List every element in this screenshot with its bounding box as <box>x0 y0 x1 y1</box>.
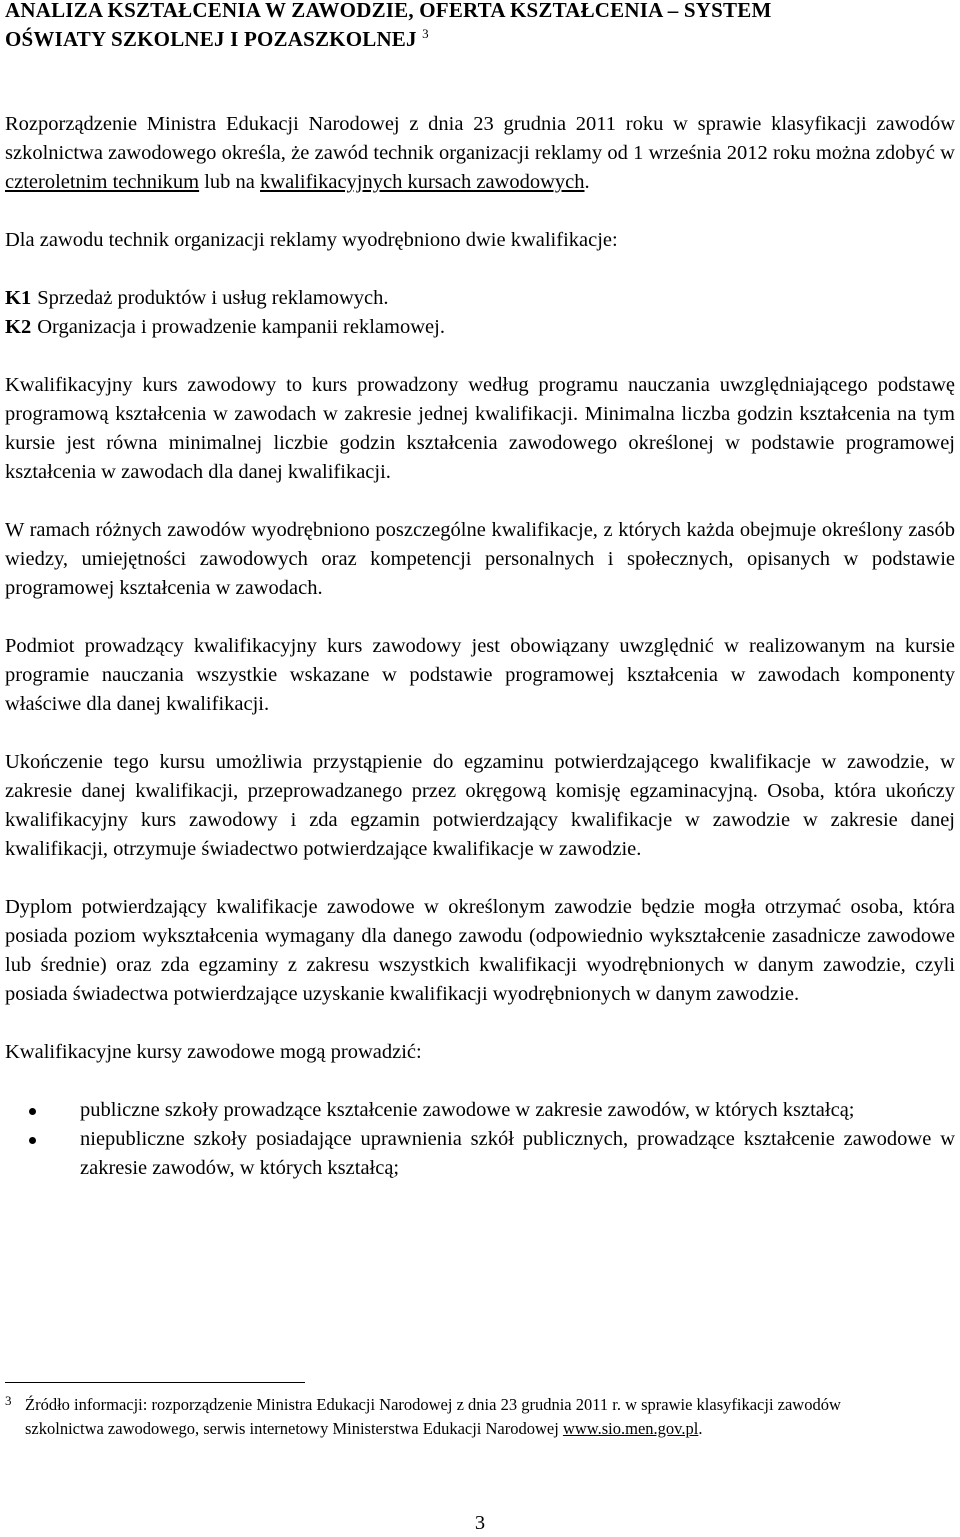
paragraph-course-definition: Kwalifikacyjny kurs zawodowy to kurs prowadzony według programu nauczania uwzględniającego podstawę programową kształcenia w zawodach w zakresie jednej kwalifikacji. Minimalna liczba godzin kształcenia na tym kursie jest równa minimalnej liczbie godzin kształcenia zawodowego określonej w podstawie programowej kształcenia w zawodach dla danej kwalifikacji. <box>5 374 955 483</box>
paragraph-exam: Ukończenie tego kursu umożliwia przystąpienie do egzaminu potwierdzającego kwalifikacje w zawodzie, w zakresie danej kwalifikacji, przeprowadzanego przez okręgową komisję egzaminacyjną. Osoba, która ukończy kwalifikacyjny kurs zawodowy i zda egzamin potwierdzający kwalifikacje w zawodzie w zakresie danej kwalifikacji, otrzymuje świadectwo potwierdzające kwalifikacje w zawodzie. <box>5 751 955 860</box>
heading-line-2 <box>5 25 955 54</box>
qualification-code: K1 <box>5 287 32 309</box>
footnote <box>5 1393 905 1441</box>
paragraph-course-provider: Podmiot prowadzący kwalifikacyjny kurs zawodowy jest obowiązany uwzględnić w realizowanym na kursie programie nauczania wszystkie wskazane w podstawie programowej kształcenia w zawodach komponenty właściwe dla danej kwalifikacji. <box>5 635 955 715</box>
section-heading <box>5 0 955 54</box>
footnote-text: Źródło informacji: rozporządzenie Ministra Edukacji Narodowej z dnia 23 grudnia 2011 r. w sprawie klasyfikacji zawodów szkolnictwa zawodowego, serwis internetowy Ministerstwa Edukacji Narodowej <box>25 1395 841 1438</box>
qualification-k1 <box>5 284 955 313</box>
providers-list <box>5 1096 955 1183</box>
page-number: 3 <box>474 1512 486 1534</box>
document-page <box>5 0 955 1183</box>
list-item-text: publiczne szkoły prowadzące kształcenie zawodowe w zakresie zawodów, w których kształcą; <box>80 1099 855 1121</box>
paragraph-qualifications-intro: Dla zawodu technik organizacji reklamy wyodrębniono dwie kwalifikacje: <box>5 229 618 251</box>
paragraph-diploma: Dyplom potwierdzający kwalifikacje zawodowe w określonym zawodzie będzie mogła otrzymać osoba, która posiada poziom wykształcenia wymagany dla danego zawodu (odpowiednio wykształcenie zasadnicze zawodowe lub średnie) oraz zda egzaminy z zakresu wszystkich kwalifikacji wyodrębnionych w danym zawodzie, czyli posiada świadectwa potwierdzające uzyskanie kwalifikacji wyodrębnionych w danym zawodzie. <box>5 896 955 1005</box>
list-item-text: niepubliczne szkoły posiadające uprawnienia szkół publicznych, prowadzące kształcenie zawodowe w zakresie zawodów, w których kształcą; <box>80 1128 955 1179</box>
paragraph-regulation <box>5 110 955 197</box>
footnote-number: 3 <box>5 1393 12 1408</box>
heading-line-1: ANALIZA KSZTAŁCENIA W ZAWODZIE, OFERTA KSZTAŁCENIA – SYSTEM <box>5 0 772 22</box>
footnote-ref[interactable]: 3 <box>422 26 429 41</box>
link-czteroletnim-technikum[interactable]: czteroletnim technikum <box>5 171 200 193</box>
p1-text-before: Rozporządzenie Ministra Edukacji Narodowej z dnia 23 grudnia 2011 roku w sprawie klasyfikacji zawodów szkolnictwa zawodowego określa, że zawód technik organizacji reklamy od 1 września 2012 roku można zdobyć w <box>5 113 955 164</box>
qualification-name: Sprzedaż produktów i usług reklamowych. <box>37 287 389 309</box>
footnote-after: . <box>698 1419 703 1438</box>
qualification-name: Organizacja i prowadzenie kampanii reklamowej. <box>37 316 445 338</box>
list-item <box>5 1125 955 1183</box>
link-kwalifikacyjne-kursy[interactable]: kwalifikacyjnych kursach zawodowych <box>260 171 585 193</box>
p1-text-after: . <box>584 171 590 193</box>
qualification-k2 <box>5 313 955 342</box>
bullet-icon <box>29 1137 36 1144</box>
p1-text-mid: lub na <box>199 171 261 193</box>
bullet-icon <box>29 1108 36 1115</box>
paragraph-providers-intro: Kwalifikacyjne kursy zawodowe mogą prowadzić: <box>5 1041 422 1063</box>
heading-line-2-text: OŚWIATY SZKOLNEJ I POZASZKOLNEJ <box>5 27 417 51</box>
footnote-text-block <box>25 1393 905 1441</box>
paragraph-qualifications-scope: W ramach różnych zawodów wyodrębniono poszczególne kwalifikacje, z których każda obejmuje określony zasób wiedzy, umiejętności zawodowych oraz kompetencji personalnych i społecznych, opisanych w podstawie programowej kształcenia w zawodach. <box>5 519 955 599</box>
qualifications-list <box>5 284 955 342</box>
footnote-separator <box>5 1382 305 1383</box>
qualification-code: K2 <box>5 316 32 338</box>
list-item <box>5 1096 955 1125</box>
footnote-link[interactable]: www.sio.men.gov.pl <box>562 1419 699 1438</box>
